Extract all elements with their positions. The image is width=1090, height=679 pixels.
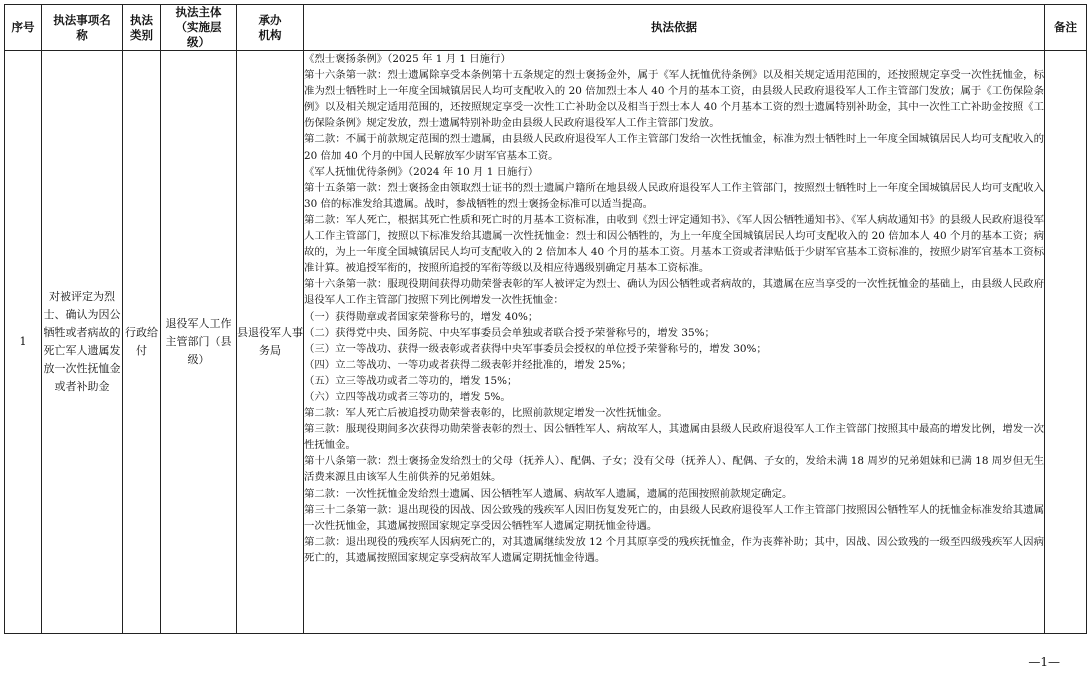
basis-line: 第二款：一次性抚恤金发给烈士遗属、因公牺牲军人遗属、病故军人遗属，遗属的范围按照前款规定确定。 — [304, 487, 793, 500]
header-category-text: 执法类别 — [130, 12, 153, 42]
table-row — [5, 51, 1087, 634]
basis-line: 第十五条第一款：烈士褒扬金由领取烈士证书的烈士遗属户籍所在地县级人民政府退役军人工作主管部门，按照烈士牺牲时上一年度全国城镇居民人均可支配收入 30 倍的标准发给其遗属。战时，参战牺牲的烈士褒扬金标准可以适当提高。 — [304, 181, 1044, 210]
page-number: —1— — [1028, 655, 1060, 669]
basis-line: （一）获得勋章或者国家荣誉称号的，增发 40%； — [304, 310, 539, 323]
cell-org: 县退役军人事务局 — [237, 51, 304, 634]
cell-seq: 1 — [5, 51, 42, 634]
basis-line: 第十六条第一款：服现役期间获得功勋荣誉表彰的军人被评定为烈士、确认为因公牺牲或者病故的，其遗属在应当享受的一次性抚恤金的基础上，由县级人民政府退役军人工作主管部门按照下列比例增发一次性抚恤金： — [304, 278, 1044, 307]
basis-line: 第十八条第一款：烈士褒扬金发给烈士的父母（抚养人）、配偶、子女；没有父母（抚养人）、配偶、子女的，发给未满 18 周岁的兄弟姐妹和已满 18 周岁但无生活费来源且由该军人生前供养的兄弟姐妹。 — [304, 455, 1044, 484]
cell-subject: 退役军人工作主管部门（县级） — [161, 51, 237, 634]
enforcement-table — [4, 4, 1087, 634]
header-item-name-text: 执法事项名称 — [53, 12, 111, 42]
header-basis: 执法依据 — [304, 5, 1045, 51]
basis-line: 第二款：军人死亡后被追授功勋荣誉表彰的，比照前款规定增发一次性抚恤金。 — [304, 407, 668, 420]
cell-note — [1045, 51, 1087, 634]
basis-line: （四）立二等战功、一等功或者获得二级表彰并经批准的，增发 25%； — [304, 358, 632, 371]
basis-line: 《烈士褒扬条例》（2025 年 1 月 1 日施行） — [304, 53, 511, 65]
header-item-name — [42, 5, 123, 51]
basis-line: （五）立三等战功或者二等功的，增发 15%； — [304, 374, 518, 387]
header-row — [5, 5, 1087, 51]
basis-line: 第二款：军人死亡，根据其死亡性质和死亡时的月基本工资标准，由收到《烈士评定通知书》、《军人因公牺牲通知书》、《军人病故通知书》的县级人民政府退役军人工作主管部门，按照以下标准发给其遗属一次性抚恤金：烈士和因公牺牲的，为上一年度全国城镇居民人均可支配收入的 20 倍加本人 40 个月的基本工资；病故的，为上一年度全国城镇居民人均可支配收入的 2 倍加本人 40 个月的基本工资。月基本工资或者津贴低于少尉军官基本工资标准的，按照少尉军官基本工资标准计算。被追授军衔的，按照所追授的军衔等级以及相应待遇级别确定月基本工资标准。 — [304, 213, 1044, 275]
basis-line: 第二款：退出现役的残疾军人因病死亡的，对其遗属继续发放 12 个月其原享受的残疾抚恤金，作为丧葬补助；其中，因战、因公致残的一级至四级残疾军人因病死亡的，其遗属按照国家规定享受病故军人遗属定期抚恤金待遇。 — [304, 535, 1044, 564]
cell-basis — [304, 51, 1045, 634]
basis-line: （三）立一等战功、获得一级表彰或者获得中央军事委员会授权的单位授予荣誉称号的，增发 30%； — [304, 342, 767, 355]
basis-line: 第二款：不属于前款规定范围的烈士遗属，由县级人民政府退役军人工作主管部门发给一次性抚恤金，标准为烈士牺牲时上一年度全国城镇居民人均可支配收入的 20 倍加 40 个月的中国人民解放军少尉军官基本工资。 — [304, 133, 1044, 162]
basis-line: （二）获得党中央、国务院、中央军事委员会单独或者联合授予荣誉称号的，增发 35%； — [304, 326, 715, 339]
header-seq: 序号 — [5, 5, 42, 51]
header-subject-text: 执法主体（实施层级） — [175, 5, 222, 49]
basis-line: （六）立四等战功或者三等功的，增发 5%。 — [304, 390, 511, 403]
cell-item-name: 对被评定为烈士、确认为因公牺牲或者病故的死亡军人遗属发放一次性抚恤金或者补助金 — [42, 51, 123, 634]
basis-line: 《军人抚恤优待条例》（2024 年 10 月 1 日施行） — [304, 165, 539, 178]
basis-line: 第三款：服现役期间多次获得功勋荣誉表彰的烈士、因公牺牲军人、病故军人，其遗属由县级人民政府退役军人工作主管部门按照其中最高的增发比例，增发一次性抚恤金。 — [304, 423, 1044, 452]
header-subject — [161, 5, 237, 51]
header-org — [237, 5, 304, 51]
header-note: 备注 — [1045, 5, 1087, 51]
cell-category: 行政给付 — [123, 51, 161, 634]
header-org-text: 承办机构 — [258, 12, 282, 42]
basis-line: 第十六条第一款：烈士遗属除享受本条例第十五条规定的烈士褒扬金外，属于《军人抚恤优待条例》以及相关规定适用范围的，还按照规定享受一次性抚恤金，标准为烈士牺牲时上一年度全国城镇居民人均可支配收入的 20 倍加烈士本人 40 个月的基本工资，由县级人民政府退役军人工作主管部门发放；属于《工伤保险条例》以及相关规定适用范围的，还按照规定享受一次性工亡补助金以及相当于烈士本人 40 个月基本工资的烈士遗属特别补助金，其中一次性工亡补助金按照《工伤保险条例》规定发放，烈士遗属特别补助金由县级人民政府退役军人工作主管部门发放。 — [304, 69, 1044, 130]
header-category — [123, 5, 161, 51]
basis-line: 第三十二条第一款：退出现役的因战、因公致残的残疾军人因旧伤复发死亡的，由县级人民政府退役军人工作主管部门按照因公牺牲军人的抚恤金标准发给其遗属一次性抚恤金，其遗属按照国家规定享受因公牺牲军人遗属定期抚恤金待遇。 — [304, 503, 1044, 532]
